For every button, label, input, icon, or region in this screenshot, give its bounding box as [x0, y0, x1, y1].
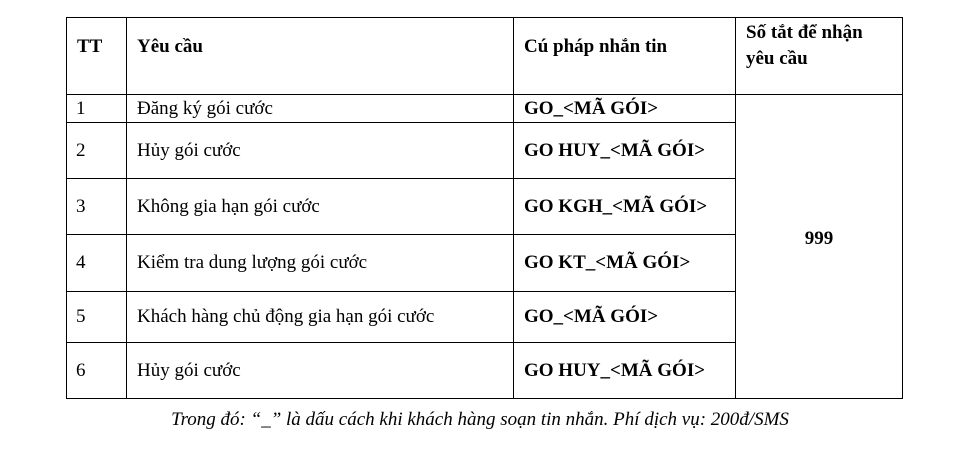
row-request: Không gia hạn gói cước [127, 179, 514, 235]
table-row [67, 95, 903, 123]
short-code: 999 [736, 95, 903, 399]
row-number: 3 [67, 179, 127, 235]
row-request: Đăng ký gói cước [127, 95, 514, 123]
row-request: Khách hàng chủ động gia hạn gói cước [127, 292, 514, 343]
row-syntax: GO HUY_<MÃ GÓI> [514, 123, 736, 179]
row-syntax: GO_<MÃ GÓI> [514, 95, 736, 123]
header-tt: TT [67, 18, 127, 95]
row-number: 1 [67, 95, 127, 123]
header-row [67, 18, 903, 95]
header-syntax: Cú pháp nhắn tin [514, 18, 736, 95]
header-request: Yêu cầu [127, 18, 514, 95]
row-syntax: GO HUY_<MÃ GÓI> [514, 343, 736, 399]
row-request: Hủy gói cước [127, 123, 514, 179]
row-syntax: GO_<MÃ GÓI> [514, 292, 736, 343]
header-short-code: Số tắt để nhận yêu cầu [736, 18, 903, 95]
sms-syntax-table [66, 17, 903, 399]
row-request: Kiểm tra dung lượng gói cước [127, 235, 514, 292]
row-number: 6 [67, 343, 127, 399]
row-syntax: GO KT_<MÃ GÓI> [514, 235, 736, 292]
row-number: 4 [67, 235, 127, 292]
row-number: 2 [67, 123, 127, 179]
table-caption: Trong đó: “_” là dấu cách khi khách hàng soạn tin nhắn. Phí dịch vụ: 200đ/SMS [171, 409, 789, 430]
row-request: Hủy gói cước [127, 343, 514, 399]
row-number: 5 [67, 292, 127, 343]
row-syntax: GO KGH_<MÃ GÓI> [514, 179, 736, 235]
